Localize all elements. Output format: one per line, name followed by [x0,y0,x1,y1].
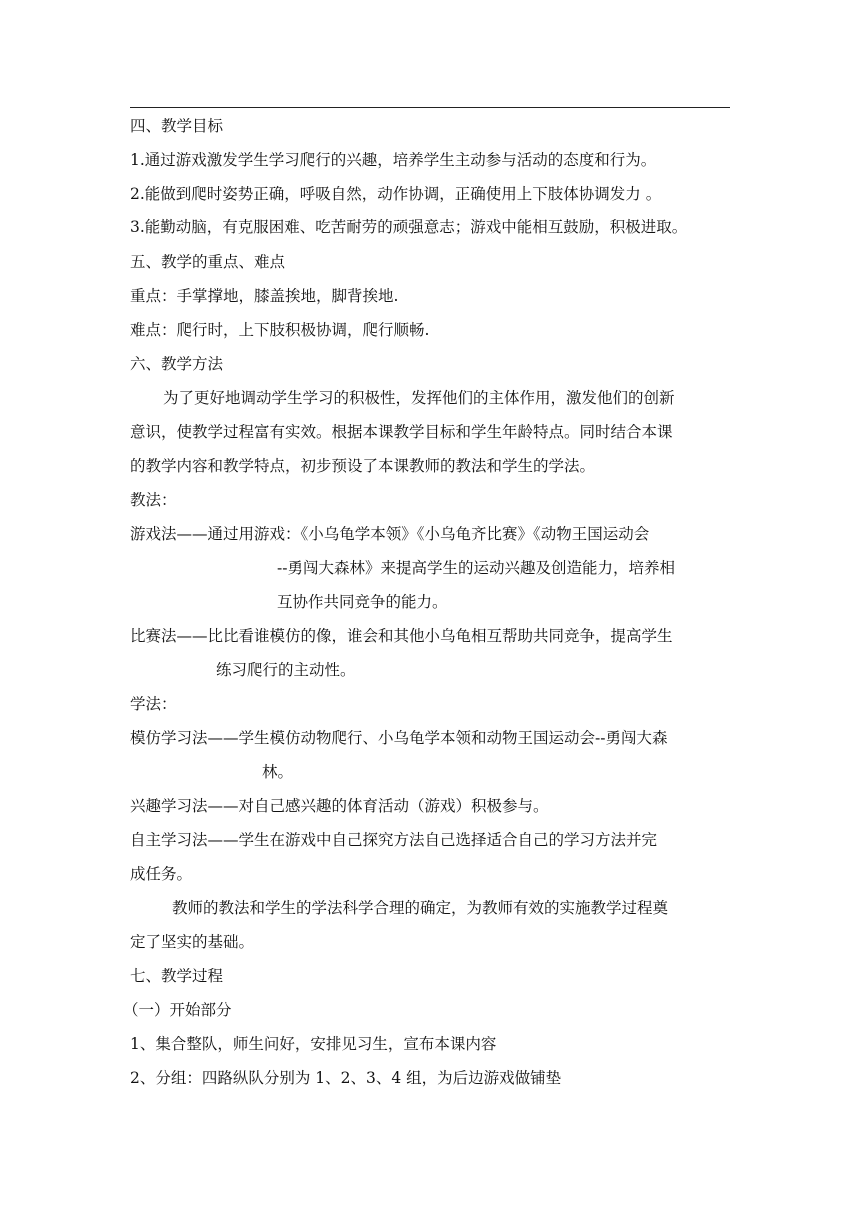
game-method-line: 游戏法——通过用游戏：《小乌龟学本领》《小乌龟齐比赛》《动物王国运动会 [130,525,650,543]
header-rule [130,107,730,108]
methods-paragraph-line: 为了更好地调动学生学习的积极性，发挥他们的主体作用，激发他们的创新 [163,389,675,407]
game-method-line: --勇闯大森林》来提高学生的运动兴趣及创造能力，培养相 [277,559,675,577]
methods-paragraph-line: 的教学内容和教学特点，初步预设了本课教师的教法和学生的学法。 [130,457,596,475]
process-step-1: 1、集合整队，师生问好，安排见习生，宣布本课内容 [130,1035,497,1053]
interest-method-line: 兴趣学习法——对自己感兴趣的体育活动（游戏）积极参与。 [130,797,549,815]
process-step-2: 2、分组：四路纵队分别为 1、2、3、4 组，为后边游戏做铺垫 [130,1069,562,1087]
summary-paragraph-line: 教师的教法和学生的学法科学合理的确定，为教师有效的实施教学过程奠 [172,899,669,917]
competition-method-line: 练习爬行的主动性。 [216,661,356,679]
heading-key-points: 五、教学的重点、难点 [130,253,286,271]
key-point: 重点：手掌撑地，膝盖挨地，脚背挨地. [130,287,399,305]
methods-paragraph-line: 意识，使教学过程富有实效。根据本课教学目标和学生年龄特点。同时结合本课 [130,423,673,441]
competition-method-line: 比赛法——比比看谁模仿的像，谁会和其他小乌龟相互帮助共同竞争，提高学生 [130,627,673,645]
imitation-method-line: 模仿学习法——学生模仿动物爬行、小乌龟学本领和动物王国运动会--勇闯大森 [130,729,668,747]
difficult-point: 难点：爬行时，上下肢积极协调，爬行顺畅. [130,321,430,339]
learning-methods-label: 学法： [130,695,177,713]
heading-process: 七、教学过程 [130,967,224,985]
game-method-line: 互协作共同竞争的能力。 [277,593,448,611]
summary-paragraph-line: 定了坚实的基础。 [130,933,255,951]
heading-methods: 六、教学方法 [130,355,224,373]
teaching-methods-label: 教法： [130,491,177,509]
heading-objectives: 四、教学目标 [130,117,224,135]
objective-1: 1.通过游戏激发学生学习爬行的兴趣，培养学生主动参与活动的态度和行为。 [130,151,657,169]
imitation-method-line: 林。 [262,763,294,781]
subheading-opening: （一）开始部分 [123,1001,232,1019]
self-study-method-line: 成任务。 [130,865,193,883]
objective-2: 2.能做到爬时姿势正确，呼吸自然，动作协调，正确使用上下肢体协调发力 。 [130,185,662,203]
objective-3: 3.能勤动脑，有克服困难、吃苦耐劳的顽强意志；游戏中能相互鼓励，积极进取。 [130,218,688,236]
self-study-method-line: 自主学习法——学生在游戏中自己探究方法自己选择适合自己的学习方法并完 [130,831,658,849]
